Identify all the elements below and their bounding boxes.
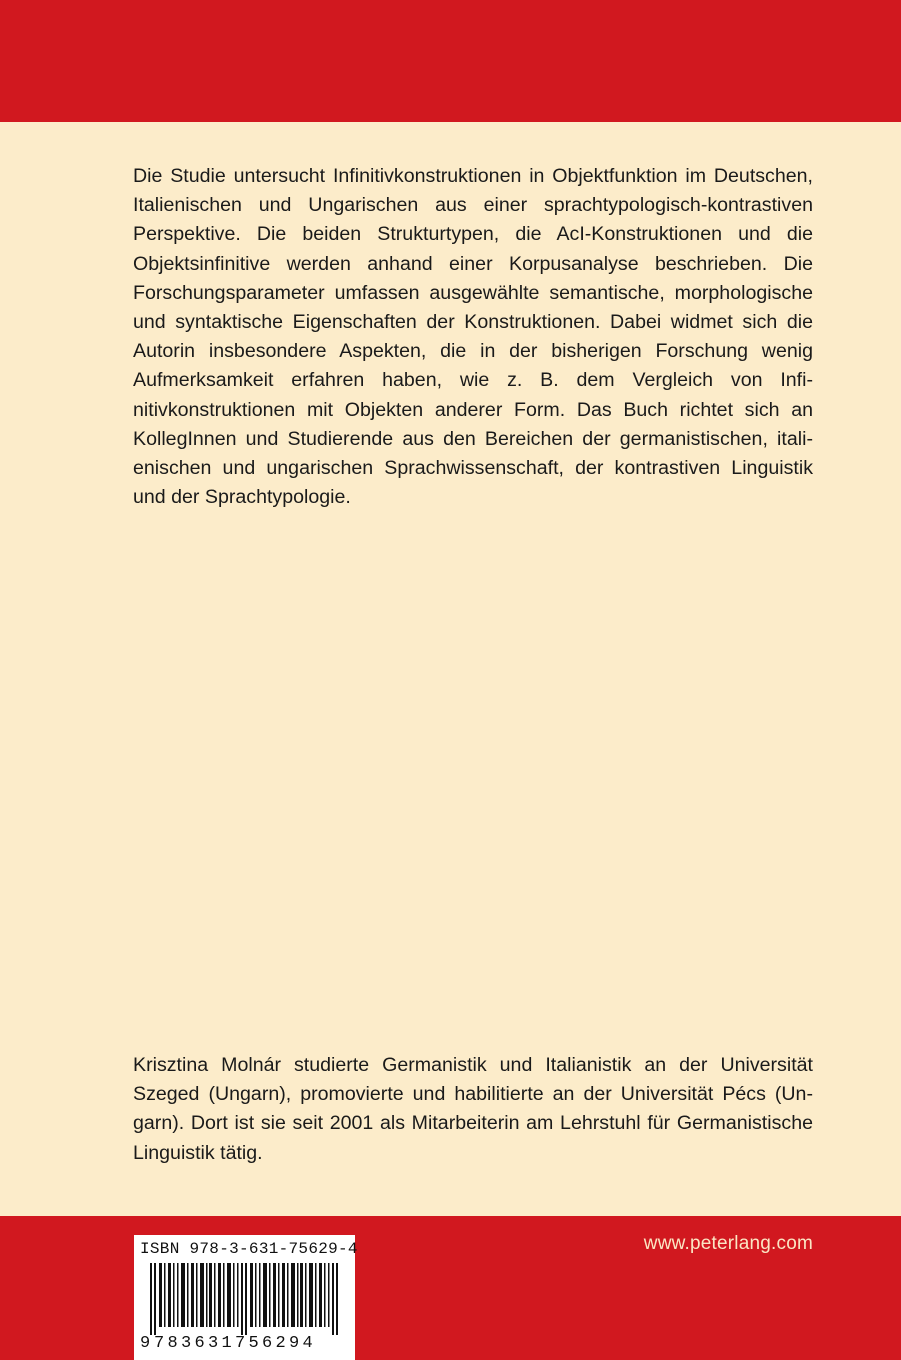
- barcode-lead-digit: 9: [140, 1334, 151, 1353]
- book-description: Die Studie untersucht Infinitivkonstruktionen in Objektfunktion im Deutschen, Italienischen und Ungarischen aus einer sprachtypologisch-kontrastiven Perspektive. Die beiden Strukturtypen, die AcI-Konstruktionen und die Objektsinfinitive werden anhand einer Korpusanalyse beschrieben. Die Forschungsparameter umfassen ausgewählte semantische, morphologische und syntaktische Eigenschaften der Konstruktionen. Dabei widmet sich die Autorin insbesondere Aspekten, die in der bisherigen Forschung wenig Aufmerksamkeit erfahren haben, wie z. B. dem Vergleich von Infinitivkonstruktionen mit Objekten anderer Form. Das Buch richtet sich an KollegInnen und Studierende aus den Bereichen der germanistischen, italienischen und ungarischen Sprachwissenschaft, der kontrastiven Linguistik und der Sprachtypologie.: [133, 165, 813, 509]
- author-biography: Krisztina Molnár studierte Germanistik und Italianistik an der Universität Szeged (Ungarn), promovierte und habilitierte an der Universität Pécs (Ungarn). Dort ist sie seit 2001 als Mitarbeiterin am Lehrstuhl für Germanistische Linguistik tätig.: [133, 1054, 813, 1164]
- top-red-band: [0, 0, 901, 122]
- publisher-website[interactable]: www.peterlang.com: [643, 1233, 813, 1254]
- barcode-digits: 783631756294: [154, 1334, 317, 1353]
- isbn-number: ISBN 978-3-631-75629-4: [140, 1240, 358, 1258]
- barcode-bars: [142, 1263, 347, 1335]
- isbn-barcode: [134, 1235, 358, 1360]
